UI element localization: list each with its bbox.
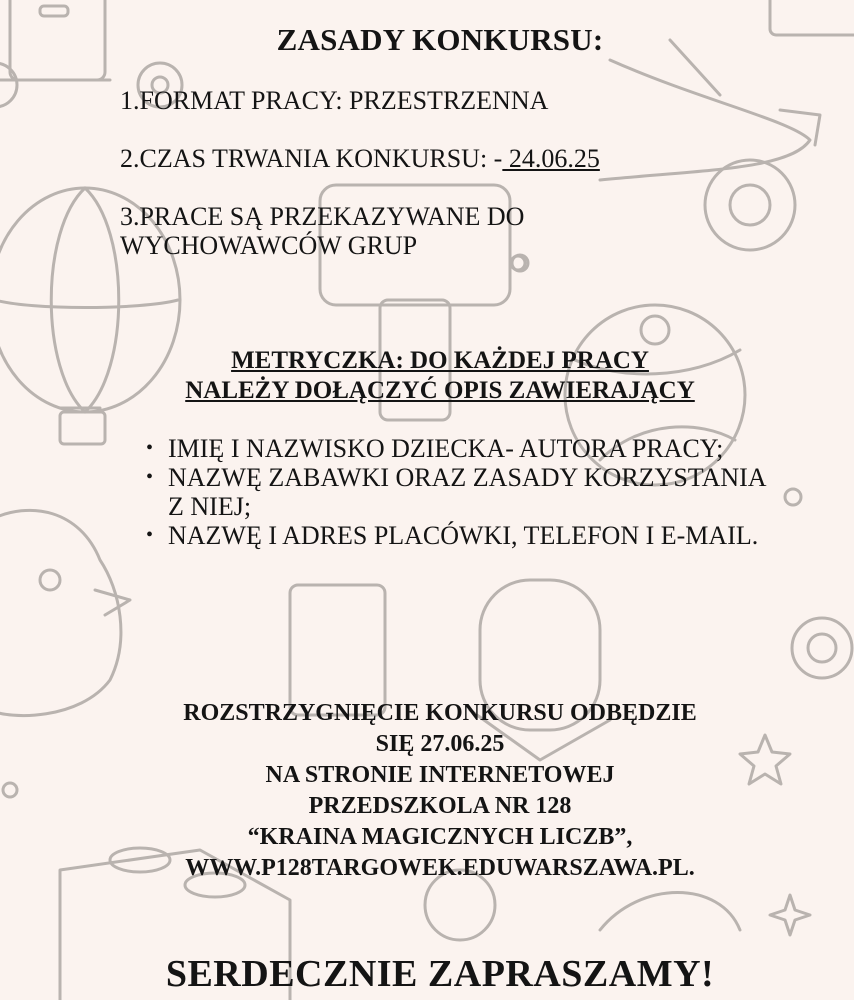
list-item: • NAZWĘ I ADRES PLACÓWKI, TELEFON I E-MAIL. [146, 521, 766, 550]
rule-format: 1.FORMAT PRACY: PRZESTRZENNA [120, 86, 549, 115]
metryczka-line-2: NALEŻY DOŁĄCZYĆ OPIS ZAWIERAJĄCY [185, 377, 695, 404]
metryczka-list [146, 434, 766, 550]
rule-submission: 3.PRACE SĄ PRZEKAZYWANE DO WYCHOWAWCÓW GRUP [120, 202, 525, 260]
list-item: • IMIĘ I NAZWISKO DZIECKA- AUTORA PRACY; [146, 434, 766, 463]
result-line: SIĘ 27.06.25 [375, 731, 505, 757]
result-line: PRZEDSZKOLA NR 128 [308, 793, 572, 819]
list-item: • NAZWĘ ZABAWKI ORAZ ZASADY KORZYSTANIA Z NIEJ; [146, 463, 766, 521]
rule-duration-date: 24.06.25 [502, 144, 600, 173]
website-link: WWW.P128TARGOWEK.EDUWARSZAWA.PL. [185, 855, 695, 881]
result-line: “KRAINA MAGICZNYCH LICZB”, [247, 824, 633, 850]
result-line: ROZSTRZYGNIĘCIE KONKURSU ODBĘDZIE [183, 700, 697, 726]
metryczka-line-1: METRYCZKA: DO KAŻDEJ PRACY [231, 347, 649, 374]
rule-duration [120, 144, 600, 173]
result-line: NA STRONIE INTERNETOWEJ [265, 762, 615, 788]
metryczka-heading [130, 346, 750, 406]
rules-title: ZASADY KONKURSU: [276, 22, 604, 57]
results-announcement [100, 698, 780, 884]
invitation-footer: SERDECZNIE ZAPRASZAMY! [165, 953, 715, 995]
rule-duration-label: 2.CZAS TRWANIA KONKURSU: - [120, 144, 503, 173]
